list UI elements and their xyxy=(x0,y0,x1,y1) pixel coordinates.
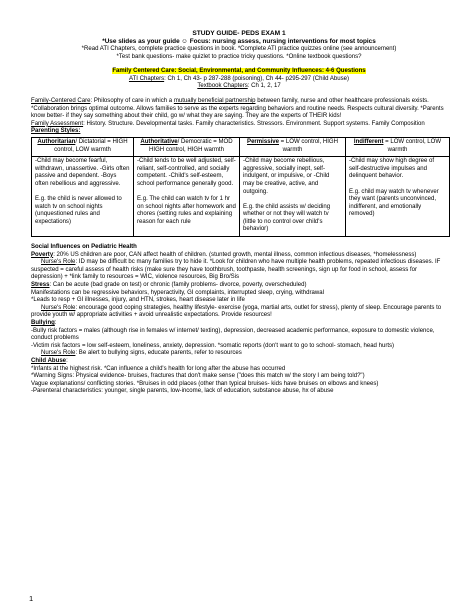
social-influences-heading: Social Influences on Pediatric Health xyxy=(31,244,137,251)
parenting-styles-table xyxy=(31,137,450,237)
textbook-chapters-line xyxy=(31,83,447,91)
nurse-role-text: : Be alert to bullying signs, educate parents, refer to resources xyxy=(75,350,242,357)
cell-paragraph: E.g. child may watch tv whenever they want (parents unconvinced, indifferent, and emotionally removed) xyxy=(349,188,439,218)
page-title: STUDY GUIDE- PEDS EXAM 1 xyxy=(192,30,286,37)
ati-chapters-line xyxy=(31,76,447,84)
study-guide-page xyxy=(31,30,447,396)
cell-paragraph: -Child may show high degree of self-destructive impulses and delinquent behavior. xyxy=(349,158,435,180)
header-indifferent: Indifferent = LOW control, LOW warmth xyxy=(346,137,450,156)
nurse-role-label: Nurse's Role xyxy=(41,304,76,311)
topic-heading-text: Family Centered Care: Social, Environmental, and Community Influences: 4-6 Questions xyxy=(112,68,366,75)
child-abuse-line: *Infants at the highest risk. *Can influence a child's health for long after the abuse has occurred xyxy=(31,365,286,372)
poverty-paragraph xyxy=(31,252,447,260)
nurse-role-text: : encourage good coping strategies, healthy lifestyle- exercise (yoga, martial arts, outlet for stress), plenty of sleep. Encourage parents to provide youth w/ appropriate activities + avoid unrealistic expectations. Provide resources! xyxy=(31,304,442,319)
cell-paragraph: -Child may become fearful, withdrawn, unassertive. -Girls often passive and dependent. -Boys often rebellious and aggressive. xyxy=(35,158,130,187)
fcc-text-underlined: mutually beneficial partnership xyxy=(173,97,256,104)
bullying-line: -Victim risk factors = low self-esteem, loneliness, anxiety, depression. *somatic reports (don't want to go to school- stomach, head hurts) xyxy=(31,342,395,349)
header-authoritarian: Authoritarian/ Dictatorial = HIGH control, LOW warmth xyxy=(32,137,134,156)
bullying-line: -Bully risk factors = males (although rise in females w/ internet/ texting), depression, decreased academic performance, exposure to domestic violence, conduct problems xyxy=(31,327,435,342)
table-row xyxy=(32,157,450,237)
parenting-styles-label: Parenting Styles: xyxy=(31,128,81,135)
stress-label: Stress xyxy=(31,282,50,289)
child-abuse-label: Child Abuse xyxy=(31,357,67,364)
textbook-chapters-label: Textbook Chapters xyxy=(197,83,248,90)
stress-manifestations: Manifestations can be regressive behaviors, hyperactivity, GI complaints, interrupted sleep, crying, withdrawal xyxy=(31,289,324,296)
page-number: 1 xyxy=(29,594,34,603)
poverty-label: Poverty xyxy=(31,251,54,258)
topic-heading xyxy=(31,68,447,76)
header-authoritative: Authoritative/ Democratic = MOD HIGH control, HIGH warmth xyxy=(134,137,240,156)
child-abuse-heading: Child Abuse: xyxy=(31,357,68,364)
child-abuse-line: *Warning Signs: Physical evidence- bruises, fractures that don't make sense ("does this match w/ the story I am being told?") xyxy=(31,373,365,380)
poverty-text: : 20% US children are poor, CAN affect health of children. (stunted growth, mental illness, common infectious diseases, *homelessness) xyxy=(53,251,417,258)
stress-nurse-role xyxy=(31,305,447,320)
cell-paragraph: E.g. the child is never allowed to watch tv on school nights (unquestioned rules and expectations) xyxy=(35,196,122,225)
fcc-label: Family-Centered Care xyxy=(31,97,91,104)
stress-paragraph xyxy=(31,282,447,290)
fcc-text-a: : Philosophy of care in which a xyxy=(90,97,174,104)
cell-indifferent xyxy=(346,157,450,237)
stress-text: : Can be acute (bad grade on test) or chronic (family problems- divorce, poverty, overscheduled) xyxy=(49,282,307,289)
bullying-nurse-role xyxy=(31,350,447,358)
textbook-chapters-text: : Ch 1, 2, 17 xyxy=(247,83,281,90)
stress-consequences: *Leads to resp + GI illnesses, injury, and HTN, strokes, heart disease later in life xyxy=(31,297,245,304)
nurse-role-label: Nurse's Role xyxy=(41,350,76,357)
instructions-line-2: *Test bank questions- make quizlet to practice tricky questions. *Online textbook questions? xyxy=(116,53,362,60)
fcc-text-b: between family, nurse and other healthcare professionals exists. *Collaboration brings optimal outcome. Allows families to serve as the experts regarding behaviors and routine needs. Respects cultural diversity. *Parents know better- if they say something about their child, go w/ what they are saying. They are the experts of THEIR kids! xyxy=(31,97,444,120)
bullying-label: Bullying xyxy=(31,320,55,326)
page-subtitle: *Use slides as your guide ☺ Focus: nursing assess, nursing interventions for most topics xyxy=(102,38,376,45)
family-assessment-paragraph xyxy=(31,121,447,129)
assessment-text: : History. Structure. Developmental tasks. Family characteristics. Stressors. Environment. Support systems. Family Composition xyxy=(83,120,425,127)
instructions-line-1: *Read ATI Chapters, complete practice questions in book. *Complete ATI practice quizzes online (see announcement) xyxy=(81,46,397,52)
cell-paragraph: E.g. the child assists w/ deciding whether or not they will watch tv (little to no control over child's behavior) xyxy=(243,203,331,233)
nurse-role-label: Nurse's Role xyxy=(41,259,76,266)
family-centered-care-paragraph xyxy=(31,98,447,121)
cell-permissive xyxy=(240,157,346,237)
cell-paragraph: E.g. The child can watch tv for 1 hr on school nights after homework and chores (setting rules and explaining reason for each rule xyxy=(137,196,236,225)
poverty-nurse-role xyxy=(31,259,447,282)
header-permissive: Permissive = LOW control, HIGH warmth xyxy=(240,137,346,156)
ati-chapters-text: : Ch 1, Ch 43- p 287-288 (poisoning), Ch 44- p295-297 (Child Abuse) xyxy=(164,75,350,82)
child-abuse-line: -Parenteral characteristics: younger, single parents, low-income, lack of education, substance abuse, hx of abuse xyxy=(31,388,334,395)
nurse-role-text: : ID may be difficult bc many families try to hide it. *Look for children who have multiple health problems, repeated infectious diseases. IF suspected = careful assess of health risks (make sure they have toothbrush, toothpaste, health screenings, sign up for food in school, assess for depression) + *link family to resources = WIC, violence resources, Big Bro/Sis xyxy=(31,259,441,281)
bullying-heading: Bullying: xyxy=(31,320,57,326)
cell-authoritative xyxy=(134,157,240,237)
table-header-row xyxy=(32,137,450,156)
child-abuse-line: Vague explanations/ conflicting stories. *Bruises in odd places (other than typical bruises- kids have bruises on elbows and knees) xyxy=(31,380,379,387)
ati-chapters-label: ATI Chapters xyxy=(128,75,165,82)
cell-authoritarian xyxy=(32,157,134,237)
cell-paragraph: -Child tends to be well adjusted, self-reliant, self-controlled, and socially competent. -Child's self-esteem, school performance generally good. xyxy=(137,158,236,187)
assessment-label: Family Assessment xyxy=(31,120,84,127)
cell-paragraph: -Child may become rebellious, aggressive, socially inept, self-indulgent, or impulsive, or -Child may be creative, active, and outgoing. xyxy=(243,158,330,195)
